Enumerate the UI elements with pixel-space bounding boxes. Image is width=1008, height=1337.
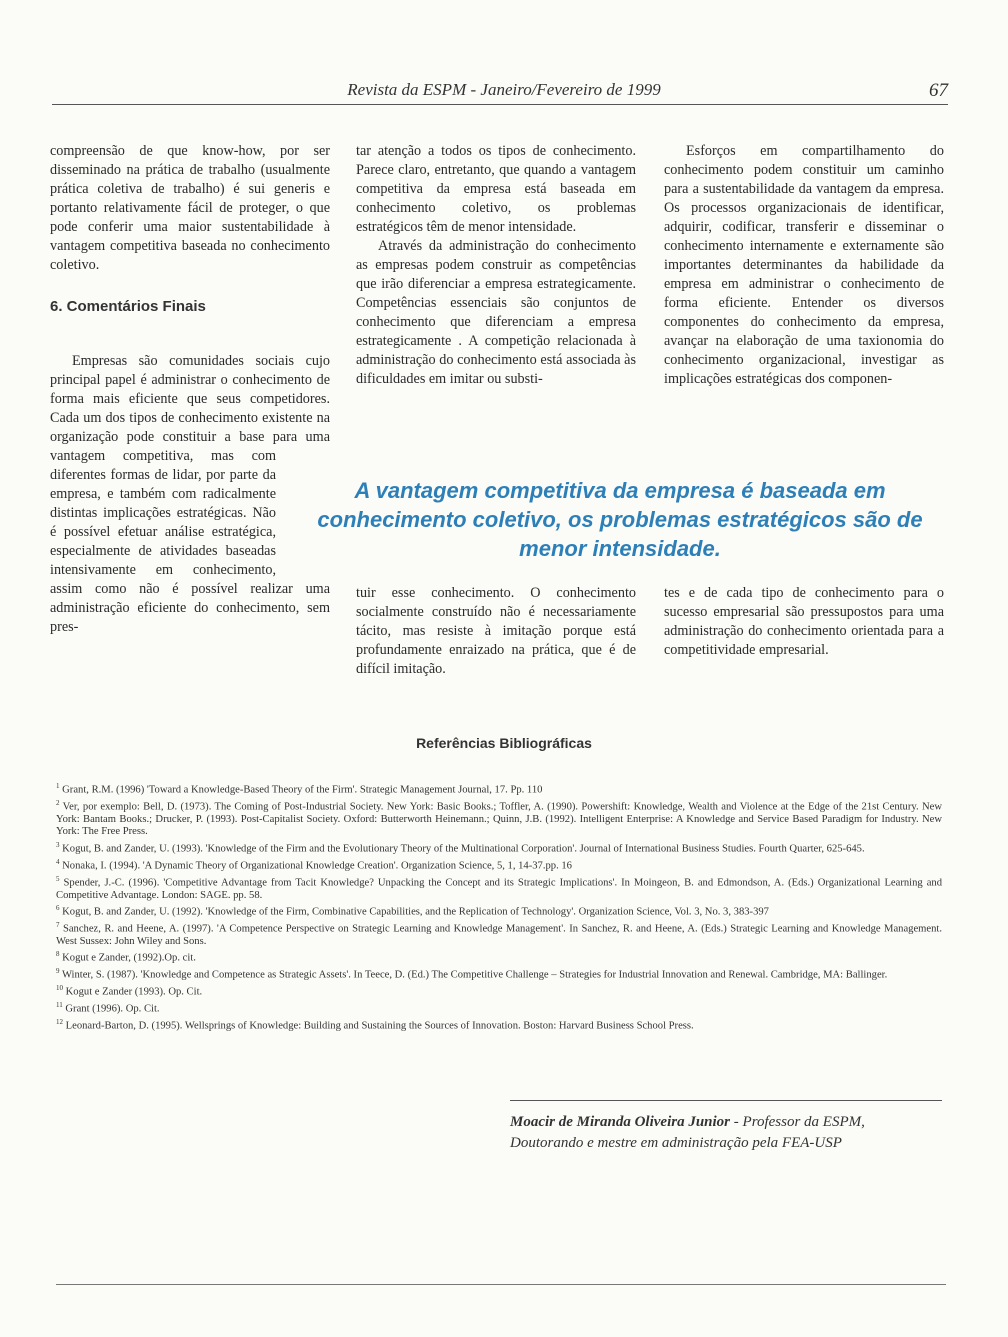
reference-number: 6 [56,903,60,912]
reference-item [56,948,942,965]
column-2 [356,142,636,389]
col3-paragraph-2: tes e de cada tipo de conhecimento para o sucesso empresarial são pressupostos para uma administração do conhecimento orientada para a competitividade empresarial. [664,585,944,658]
reference-item [56,780,942,797]
reference-text: Winter, S. (1987). 'Knowledge and Competence as Strategic Assets'. In Teece, D. (Ed.) The Competitive Challenge – Strategies for Industrial Innovation and Renewal. Cambridge, MA: Ballinger. [59,969,888,981]
reference-number: 2 [56,798,60,807]
reference-item [56,797,942,839]
reference-number: 3 [56,840,60,849]
reference-text: Leonard-Barton, D. (1995). Wellsprings of Knowledge: Building and Sustaining the Sources of Innovation. Boston: Harvard Business School Press. [63,1020,694,1032]
author-credentials: Doutorando e mestre em administração pela FEA-USP [510,1135,842,1151]
reference-number: 1 [56,782,60,790]
reference-text: Kogut, B. and Zander, U. (1993). 'Knowledge of the Firm and the Evolutionary Theory of the Multinational Corporation'. Journal of International Business Studies. Fourth Quarter, 625-645. [59,843,865,855]
author-name: Moacir de Miranda Oliveira Junior [510,1114,731,1130]
reference-item [56,873,942,902]
column-2-continued [356,584,636,679]
reference-text: Grant, R.M. (1996) 'Toward a Knowledge-Based Theory of the Firm'. Strategic Management Journal, 17. Pp. 110 [59,784,543,796]
author-block [510,1112,950,1154]
author-divider [510,1100,942,1101]
reference-text: Kogut e Zander, (1992).Op. cit. [59,952,196,964]
references-list [56,780,942,1033]
reference-text: Sanchez, R. and Heene, A. (1997). 'A Competence Perspective on Strategic Learning and Knowledge Management'. In Sanchez, R. and Heene, A. (Eds.) Strategic Learning and Knowledge Management. West Sussex: John Wiley and Sons. [56,923,942,947]
col2-paragraph-1: tar atenção a todos os tipos de conhecimento. Parece claro, entretanto, que quando a vantagem competitiva da empresa está baseada em conhecimento coletivo, os problemas estratégicos têm de menor intensidade. [356,143,636,235]
reference-item [56,902,942,919]
column-1-body [50,352,330,637]
column-1 [50,142,330,338]
col2-paragraph-2: Através da administração do conhecimento as empresas podem construir as competências que irão diferenciar a empresa estrategicamente. Competências essenciais são conjuntos de conhecimento que diferenciam a empresa estrategicamente . A competição relacionada à administração do conhecimento está associada às dificuldades em imitar ou substi- [356,238,636,387]
reference-number: 5 [56,874,60,883]
reference-number: 9 [56,967,60,976]
reference-number: 7 [56,920,60,929]
reference-text: Ver, por exemplo: Bell, D. (1973). The Coming of Post-Industrial Society. New York: Basic Books.; Toffler, A. (1990). Powershift: Knowledge, Wealth and Violence at the Edge of the 21st Century. New York: Bantam Books.; Drucker, P. (1993). Post-Capitalist Society. Oxford: Butterworth Heinemann.; Quinn, J.B. (1992). Intelligent Enterprise: A Knowledge and Service Based Paradigm for Industry. New York: The Free Press. [56,801,942,838]
col3-paragraph-1: Esforços em compartilhamento do conhecimento podem constituir um caminho para a sustentabilidade da vantagem da empresa. Os processos organizacionais de identificar, adquirir, codificar, transferir e disseminar o conhecimento internamente e externamente são importantes determinantes da habilidade da empresa em administrar o conhecimento de forma eficiente. Entender os diversos componentes do conhecimento da empresa, avançar na elaboração de uma taxionomia do conhecimento organizacional, investigar as implicações estratégicas dos componen- [664,143,944,387]
references-heading: Referências Bibliográficas [416,735,592,751]
journal-header: Revista da ESPM - Janeiro/Fevereiro de 1999 [347,80,661,99]
reference-item [56,965,942,982]
reference-number: 12 [56,1017,63,1026]
reference-item [56,1016,942,1033]
col1-paragraph-2 [50,352,330,637]
reference-number: 4 [56,857,60,866]
reference-text: Grant (1996). Op. Cit. [62,1003,160,1015]
author-role: - Professor da ESPM, [730,1114,865,1130]
column-3 [664,142,944,389]
col2-paragraph-3: tuir esse conhecimento. O conhecimento socialmente construído não é necessariamente tácito, mas resiste à imitação porque está profundamente enraizado na prática, que é de difícil imitação. [356,585,636,677]
reference-text: Spender, J.-C. (1996). 'Competitive Advantage from Tacit Knowledge? Unpacking the Concept and its Strategic Implications'. In Moingeon, B. and Edmondson, A. (Eds.) Organizational Learning and Competitive Advantage. London: SAGE. pp. 58. [56,877,942,901]
reference-number: 11 [56,1001,63,1009]
reference-item [56,856,942,873]
col1-paragraph-1: compreensão de que know-how, por ser disseminado na prática de trabalho (usualmente prática coletiva de trabalho) é sui generis e portanto relativamente fácil de proteger, o que pode conferir uma maior sustentabilidade à vantagem competitiva baseada no conhecimento coletivo. [50,143,330,273]
reference-item [56,919,942,948]
page-number: 67 [929,80,948,101]
reference-item [56,839,942,856]
header-divider [52,104,948,105]
col1-paragraph-2-text: Empresas são comunidades sociais cujo principal papel é administrar o conhecimento de forma mais eficiente que seus competidores. Cada um dos tipos de conhecimento existente na organização pode constituir a base para uma vantagem competitiva, mas com diferentes formas de lidar, por parte da empresa, e também com radicalmente distintas implicações estratégicas. Não é possível efetuar análise estratégica, especialmente de atividades baseadas intensivamente em conhecimento, assim como não é possível realizar uma administração eficiente do conhecimento, sem pres- [50,353,330,635]
footer-divider [56,1284,946,1285]
pull-quote: A vantagem competitiva da empresa é baseada em conhecimento coletivo, os problemas estratégicos são de menor intensidade. [317,478,923,561]
reference-item [56,982,942,999]
reference-number: 8 [56,950,60,959]
reference-text: Kogut, B. and Zander, U. (1992). 'Knowledge of the Firm, Combinative Capabilities, and the Replication of Technology'. Organization Science, Vol. 3, No. 3, 383-397 [59,906,769,918]
reference-number: 10 [56,984,63,993]
reference-item [56,999,942,1016]
reference-text: Nonaka, I. (1994). 'A Dynamic Theory of Organizational Knowledge Creation'. Organization Science, 5, 1, 14-37.pp. 16 [59,860,572,872]
section-heading: 6. Comentários Finais [50,298,206,315]
column-3-continued [664,584,944,660]
reference-text: Kogut e Zander (1993). Op. Cit. [63,986,203,998]
